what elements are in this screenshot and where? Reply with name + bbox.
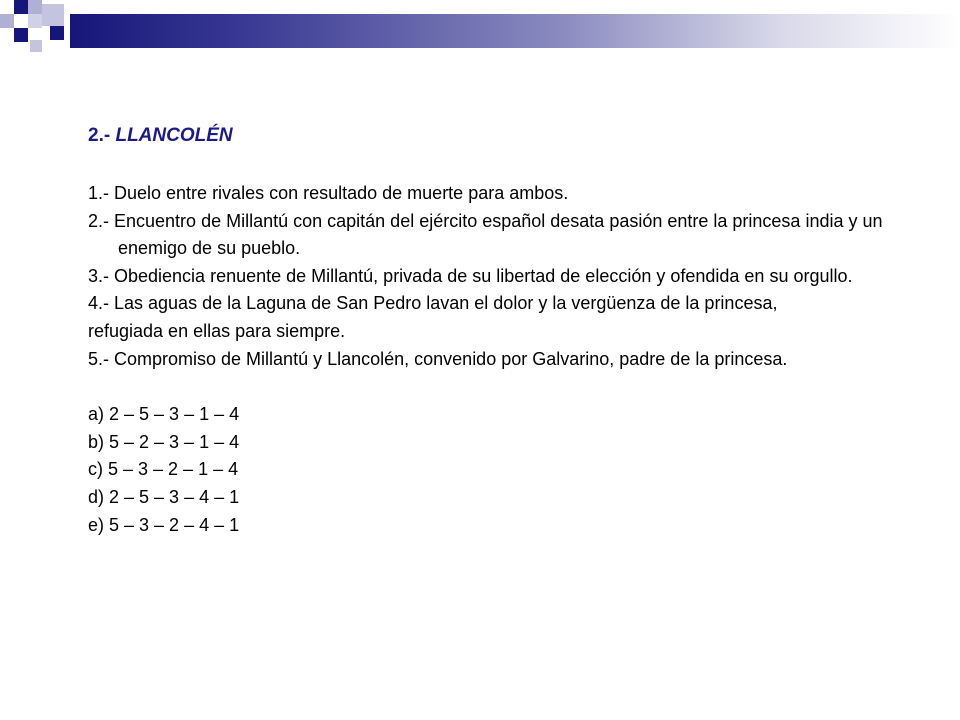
header-square-light xyxy=(42,4,64,26)
statement-3: 3.- Obediencia renuente de Millantú, privada de su libertad de elección y ofendida en su orgullo. xyxy=(88,265,853,286)
statement-2: 2.- Encuentro de Millantú con capitán del ejército español desata pasión entre la princesa india y un enemigo de su pueblo. xyxy=(88,210,883,259)
statement-1: 1.- Duelo entre rivales con resultado de muerte para ambos. xyxy=(88,183,569,203)
option-c: c) 5 – 3 – 2 – 1 – 4 xyxy=(88,459,239,480)
title-number: 2.- xyxy=(88,125,111,146)
option-e: e) 5 – 3 – 2 – 4 – 1 xyxy=(88,514,240,535)
spacer xyxy=(88,152,908,180)
statement-5: 5.- Compromiso de Millantú y Llancolén, convenido por Galvarino, padre de la princesa. xyxy=(88,348,788,369)
option-b: b) 5 – 2 – 3 – 1 – 4 xyxy=(88,431,240,452)
header-square-light xyxy=(28,0,42,14)
header-square-dark xyxy=(50,26,64,40)
statement-4-continued: refugiada en ellas para siempre. xyxy=(88,320,346,341)
spacer xyxy=(88,373,908,401)
header-decoration xyxy=(0,0,960,60)
option-d: d) 2 – 5 – 3 – 4 – 1 xyxy=(88,486,240,507)
slide-title xyxy=(88,122,908,152)
header-square-light xyxy=(30,40,42,52)
title-name: LLANCOLÉN xyxy=(115,125,233,146)
option-a: a) 2 – 5 – 3 – 1 – 4 xyxy=(88,404,240,425)
header-square-dark xyxy=(14,0,28,14)
slide-content xyxy=(88,122,908,539)
header-square-dark xyxy=(14,28,28,42)
header-square-light xyxy=(0,14,14,28)
header-gradient-bar xyxy=(70,14,960,48)
header-square-light xyxy=(28,14,42,28)
statement-4: 4.- Las aguas de la Laguna de San Pedro lavan el dolor y la vergüenza de la princesa, xyxy=(88,293,778,314)
